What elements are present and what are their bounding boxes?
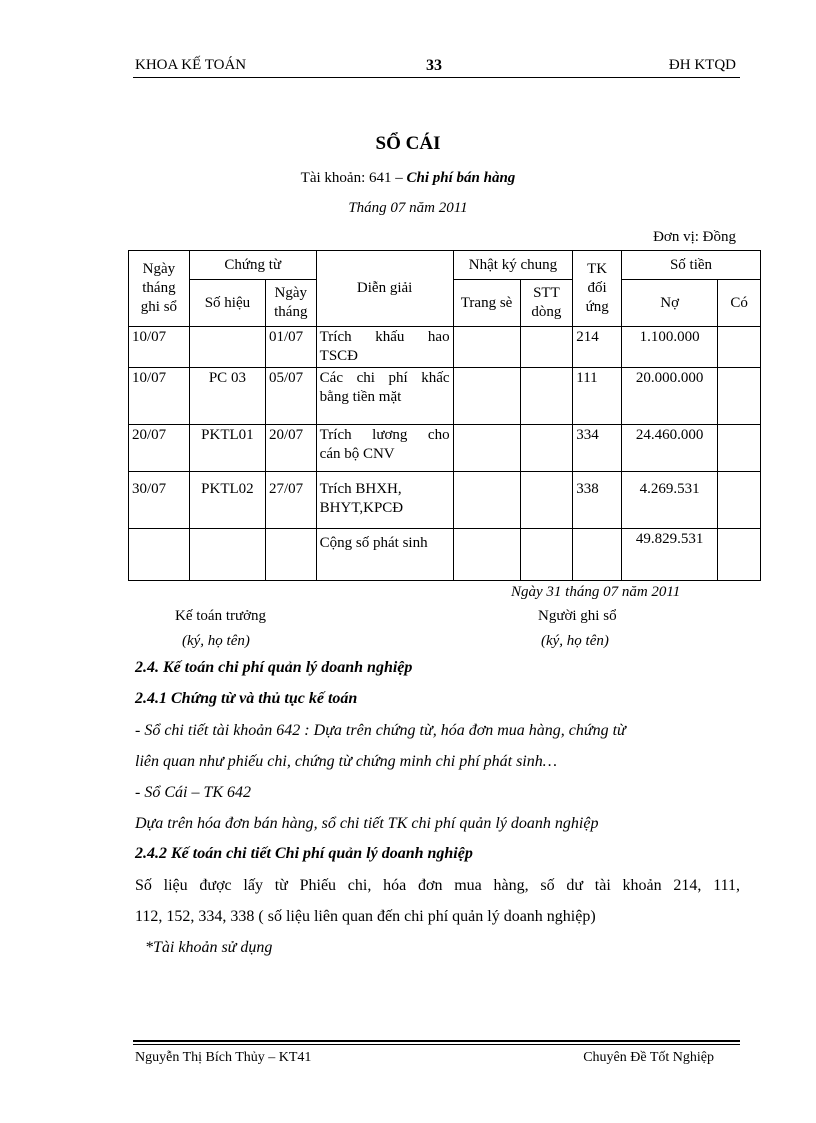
table-row [129, 425, 761, 472]
table-row [129, 327, 761, 368]
footer-rule-thin [133, 1044, 740, 1045]
paragraph-3: Dựa trên hóa đơn bán hàng, sổ chi tiết TK chi phí quản lý doanh nghiệp [135, 815, 599, 832]
row-date: 10/07 [129, 327, 190, 368]
row-date: 10/07 [129, 368, 190, 425]
header-left: KHOA KẾ TOÁN [135, 57, 247, 73]
row-voucher-date: 20/07 [265, 425, 316, 472]
row-contra: 214 [573, 327, 622, 368]
row-date: 20/07 [129, 425, 190, 472]
row-description [316, 472, 453, 529]
row-desc-line2: TSCĐ [319, 348, 358, 364]
header-voucher: Chứng từ [189, 251, 316, 280]
paragraph-1-line2: liên quan như phiếu chi, chứng từ chứng minh chi phí phát sinh… [135, 753, 557, 770]
total-row [129, 529, 761, 581]
recorder-title: Người ghi sổ [538, 608, 617, 624]
table-row [129, 368, 761, 425]
header-description: Diễn giải [316, 251, 453, 327]
row-desc-line2: cán bộ CNV [319, 446, 395, 462]
row-description [316, 425, 453, 472]
footer-rule-thick [133, 1040, 740, 1042]
recorder-note: (ký, họ tên) [541, 633, 609, 649]
row-desc-line1: Trích BHXH, [319, 481, 402, 497]
page-title: SỔ CÁI [375, 133, 441, 154]
header-date: Ngày tháng ghi sổ [129, 251, 190, 327]
row-debit: 24.460.000 [621, 425, 717, 472]
row-voucher-no: PC 03 [189, 368, 265, 425]
unit-label: Đơn vị: Đồng [653, 229, 736, 245]
paragraph-1-line1: - Sổ chi tiết tài khoản 642 : Dựa trên chứng từ, hóa đơn mua hàng, chứng từ [135, 722, 626, 739]
ledger-table [128, 250, 761, 581]
row-desc-line1: Các chi phí khấc [319, 370, 450, 386]
section-heading-2-4-2: 2.4.2 Kế toán chi tiết Chi phí quản lý doanh nghiệp [135, 845, 473, 862]
account-line [0, 170, 816, 187]
section-heading-2-4: 2.4. Kế toán chi phí quản lý doanh nghiệp [135, 659, 413, 676]
footer-author: Nguyễn Thị Bích Thủy – KT41 [135, 1050, 312, 1065]
header-voucher-no: Số hiệu [189, 280, 265, 327]
header-page: Trang sè [453, 280, 520, 327]
row-desc-line2: bằng tiền mặt [319, 389, 402, 405]
row-voucher-date: 27/07 [265, 472, 316, 529]
section-heading-2-4-1: 2.4.1 Chứng từ và thủ tục kế toán [135, 690, 358, 707]
footer-title: Chuyên Đề Tốt Nghiệp [583, 1050, 714, 1065]
chief-accountant-note: (ký, họ tên) [182, 633, 250, 649]
page-number: 33 [426, 57, 442, 74]
header-line-no: STT dòng [520, 280, 573, 327]
header-amount: Số tiền [621, 251, 760, 280]
row-contra: 334 [573, 425, 622, 472]
row-voucher-no [189, 327, 265, 368]
table-row [129, 472, 761, 529]
header-credit: Có [718, 280, 761, 327]
row-desc-line2: BHYT,KPCĐ [319, 500, 404, 516]
row-desc-line1: Trích lương cho [319, 427, 450, 443]
row-debit: 1.100.000 [621, 327, 717, 368]
row-description [316, 327, 453, 368]
row-date: 30/07 [129, 472, 190, 529]
account-name: Chi phí bán hàng [406, 170, 516, 186]
header-journal: Nhật ký chung [453, 251, 573, 280]
total-debit: 49.829.531 [621, 529, 717, 581]
month-line: Tháng 07 năm 2011 [348, 200, 468, 216]
row-debit: 20.000.000 [621, 368, 717, 425]
account-prefix: Tài khoản: 641 – [300, 170, 403, 186]
header-debit: Nợ [621, 280, 717, 327]
paragraph-2: - Sổ Cái – TK 642 [135, 784, 252, 801]
chief-accountant-title: Kế toán trưởng [175, 608, 267, 624]
paragraph-5: *Tài khoản sử dụng [145, 939, 273, 956]
row-debit: 4.269.531 [621, 472, 717, 529]
header-voucher-date: Ngày tháng [265, 280, 316, 327]
row-contra: 338 [573, 472, 622, 529]
signature-date: Ngày 31 tháng 07 năm 2011 [511, 584, 681, 600]
header-contra-account: TK đối ứng [573, 251, 622, 327]
row-voucher-date: 05/07 [265, 368, 316, 425]
row-desc-line1: Trích khấu hao [319, 329, 450, 345]
row-voucher-no: PKTL01 [189, 425, 265, 472]
paragraph-4-line2: 112, 152, 334, 338 ( số liệu liên quan đến chi phí quản lý doanh nghiệp) [135, 908, 596, 925]
header-right: ĐH KTQD [668, 57, 736, 73]
row-contra: 111 [573, 368, 622, 425]
row-voucher-no: PKTL02 [189, 472, 265, 529]
paragraph-4-line1: Số liệu được lấy từ Phiếu chi, hóa đơn mua hàng, số dư tài khoản 214, 111, [135, 877, 740, 894]
total-label: Cộng số phát sinh [316, 529, 453, 581]
row-voucher-date: 01/07 [265, 327, 316, 368]
row-description [316, 368, 453, 425]
header-rule [133, 77, 740, 78]
